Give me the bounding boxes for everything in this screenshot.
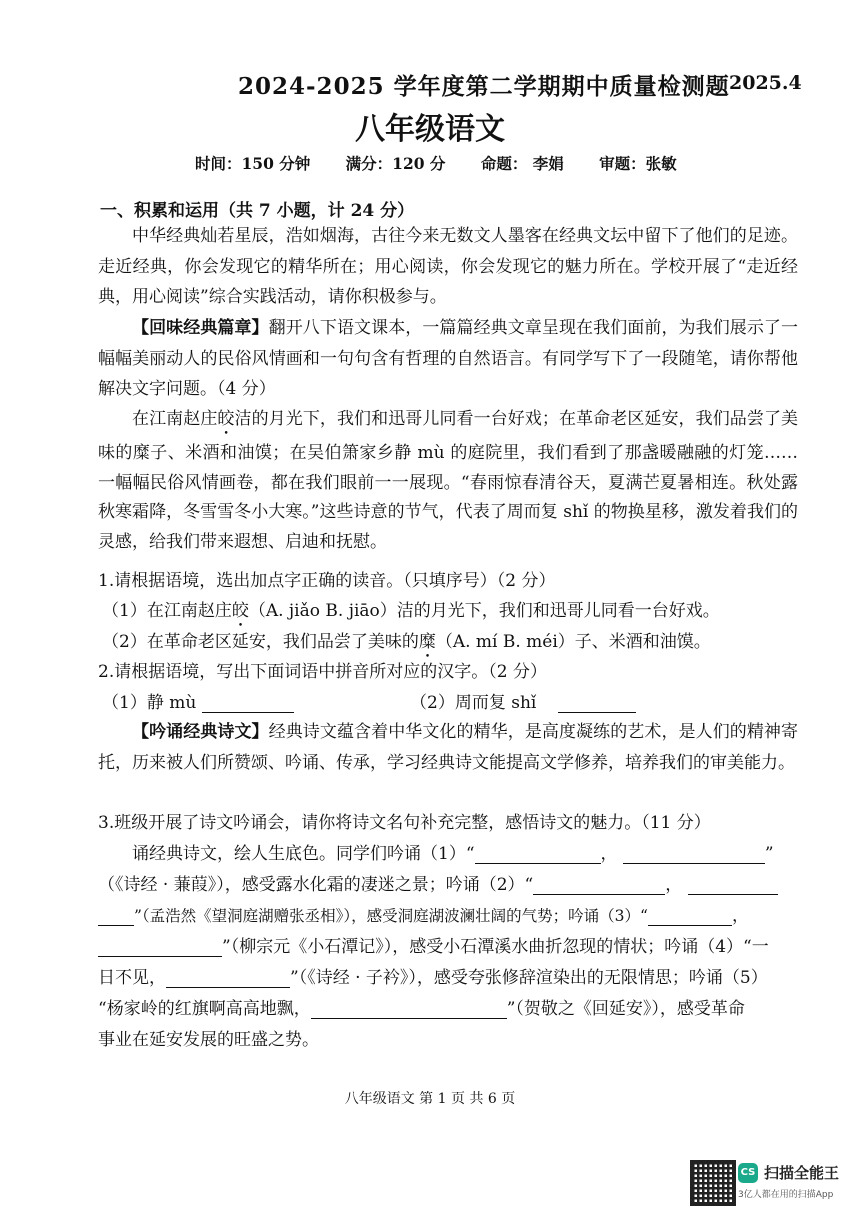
q1-2-dotted-char: 糜: [418, 632, 436, 652]
scanner-brand: 扫描全能王: [764, 1164, 840, 1182]
page-footer: 八年级语文 第 1 页 共 6 页: [344, 1091, 516, 1107]
essay-text-b: 洁的月光下，我们和迅哥儿同看一台好戏；在革命老区延安，我们品尝了美味的糜子、米酒和油馍；在吴伯箫家乡静 mù 的庭院里，我们看到了那盏暖融融的灯笼……一幅幅民俗风情画卷，都在我们眼前一一展现。“春雨惊春清谷天，夏满芒夏暑相连。秋处露秋寒霜降，冬雪雪冬小大寒。”这些诗意的节气，代表了周而复 shǐ 的物换星移，激发着我们的灵感，给我们带来遐想、启迪和抚慰。: [98, 409, 799, 552]
q3-line5-text-a: 日不见，: [98, 968, 166, 988]
q1-1-text-a: （1）在江南赵庄: [102, 601, 232, 621]
q3-line-3: ”（孟浩然《望洞庭湖赠张丞相》），感受洞庭湖波澜壮阔的气势；吟诵（3）“ ，: [98, 901, 749, 926]
part1-tag: 【回味经典篇章】: [132, 318, 269, 338]
q3-line4-text: ”（柳宗元《小石潭记》），感受小石潭溪水曲折忽现的情状；吟诵（4）“一: [222, 937, 769, 957]
q3-blank-5[interactable]: [311, 1000, 507, 1019]
q3-blank-2b[interactable]: [688, 876, 778, 895]
essay-paragraph: [98, 405, 798, 557]
question-2: 2.请根据语境，写出下面词语中拼音所对应的汉字。（2 分）: [98, 662, 547, 682]
q3-line-2: （《诗经 · 蒹葭》），感受露水化霜的凄迷之景；吟诵（2）“ ，: [98, 870, 778, 895]
q2-1-label: （1）静 mù: [102, 693, 197, 713]
q3-blank-3a[interactable]: [648, 907, 732, 926]
q3-line-6: [98, 994, 745, 1019]
q2-2-answer-blank[interactable]: [558, 694, 636, 713]
part2-paragraph: [98, 717, 798, 778]
q3-line-7: 事业在延安发展的旺盛之势。: [98, 1030, 319, 1050]
q1-2-text-a: （2）在革命老区延安，我们品尝了美味的: [102, 632, 419, 652]
scanner-tagline: 3亿人都在用的扫描App: [738, 1190, 834, 1200]
q3-line2-text: （《诗经 · 蒹葭》），感受露水化霜的凄迷之景；吟诵（2）“: [98, 875, 534, 895]
question-1-1: [102, 596, 720, 631]
exam-subtitle: 八年级语文: [355, 112, 505, 147]
camscanner-logo-icon: CS: [738, 1163, 758, 1183]
question-1: 1.请根据语境，选出加点字正确的读音。（只填序号）（2 分）: [98, 571, 556, 591]
q3-blank-4[interactable]: [166, 969, 290, 988]
part1-text: 翻开八下语文课本，一篇篇经典文章呈现在我们面前，为我们展示了一幅幅美丽动人的民俗风情画和一句句含有哲理的自然语言。有同学写下了一段随笔，请你帮他解决文字问题。（4 分）: [98, 318, 799, 399]
q3-line3-text: ”（孟浩然《望洞庭湖赠张丞相》），感受洞庭湖波澜壮阔的气势；吟诵（3）“: [134, 907, 648, 925]
meta-author: 命题： 李娟: [480, 154, 564, 173]
q3-line5-text-b: ”（《诗经 · 子衿》），感受夸张修辞渲染出的无限情思；吟诵（5）: [290, 968, 768, 988]
q3-blank-2c[interactable]: [98, 907, 134, 926]
exam-title: 2024-2025 学年度第二学期期中质量检测题: [238, 73, 730, 100]
q3-line-1: 诵经典诗文，绘人生底色。同学们吟诵（1）“ ， ”: [132, 844, 774, 864]
q1-2-text-b: （A. mí B. méi）子、米酒和油馍。: [435, 632, 711, 652]
section-heading: 一、积累和运用（共 7 小题，计 24 分）: [100, 201, 415, 221]
part2-text: 经典诗文蕴含着中华文化的精华，是高度凝练的艺术，是人们的精神寄托，历来被人们所赞颂、吟诵、传承，学习经典诗文能提高文学修养，培养我们的审美能力。: [98, 722, 799, 773]
essay-text-a: 在江南赵庄: [132, 409, 218, 429]
meta-reviewer: 审题：张敏: [599, 154, 677, 173]
question-3: 3.班级开展了诗文吟诵会，请你将诗文名句补充完整，感悟诗文的魅力。（11 分）: [98, 813, 711, 833]
q2-2-label: （2）周而复 shǐ: [410, 693, 537, 713]
meta-score: 满分：120 分: [345, 154, 446, 173]
section-intro: 中华经典灿若星辰，浩如烟海，古往今来无数文人墨客在经典文坛中留下了他们的足迹。走近经典，你会发现它的精华所在；用心阅读，你会发现它的魅力所在。学校开展了“走近经典，用心阅读”综合实践活动，请你积极参与。: [98, 226, 798, 307]
q3-line6-text-a: “杨家岭的红旗啊高高地飘，: [98, 999, 311, 1019]
q3-line-4: [98, 932, 769, 957]
q3-blank-2a[interactable]: [533, 876, 665, 895]
part1-paragraph: [98, 313, 798, 405]
q3-blank-1a[interactable]: [475, 845, 601, 864]
q3-line1-text: 诵经典诗文，绘人生底色。同学们吟诵（1）“: [132, 844, 475, 864]
q3-blank-3b[interactable]: [98, 938, 222, 957]
q1-1-dotted-char: 皎: [231, 601, 249, 621]
qr-code-icon: [690, 1160, 736, 1206]
part2-tag: 【吟诵经典诗文】: [132, 722, 269, 742]
question-2-1: [102, 688, 294, 713]
question-2-2: [410, 688, 636, 713]
q3-line6-text-b: ”（贺敬之《回延安》），感受革命: [506, 999, 745, 1019]
meta-time: 时间：150 分钟: [195, 154, 311, 173]
exam-date: 2025.4: [729, 72, 802, 94]
exam-meta: [195, 152, 707, 174]
q1-1-text-b: （A. jiǎo B. jiāo）洁的月光下，我们和迅哥儿同看一台好戏。: [248, 601, 720, 621]
essay-dotted-char: 皎: [217, 409, 235, 429]
q3-blank-1b[interactable]: [623, 845, 765, 864]
q2-1-answer-blank[interactable]: [202, 694, 294, 713]
q3-line-5: [98, 963, 768, 988]
